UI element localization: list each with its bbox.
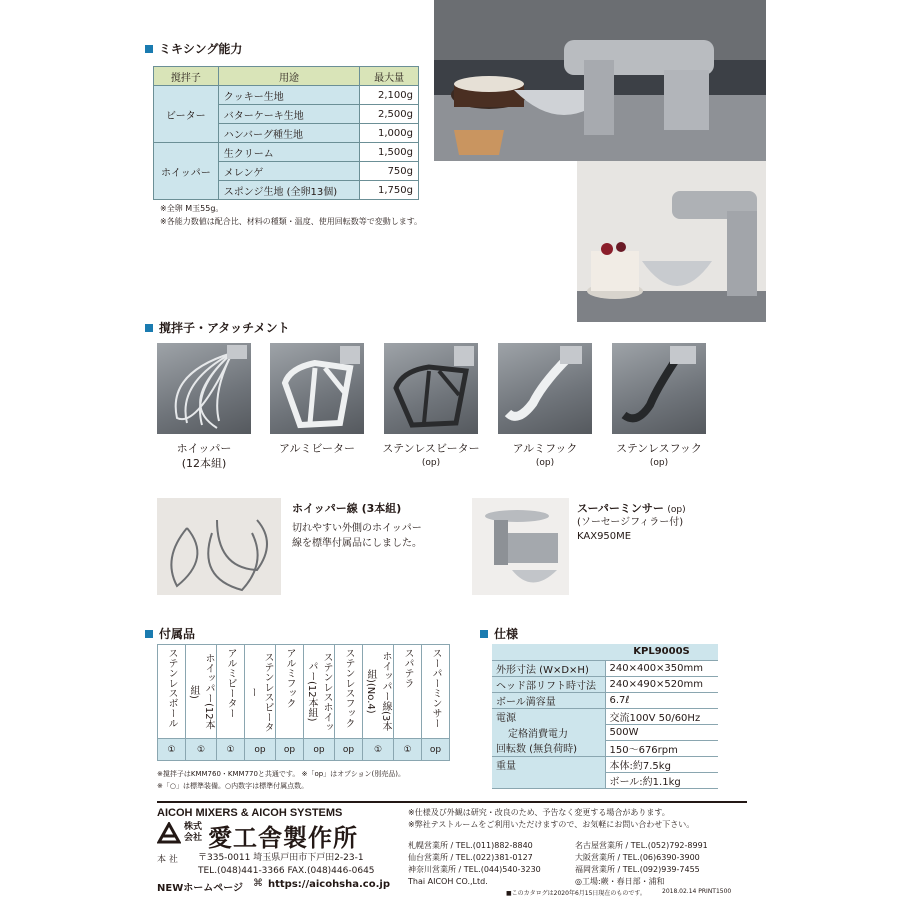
mixer-photo-2 [577,161,766,322]
spec-value: ボール:約1.1kg [605,772,718,788]
hq-address: 〒335-0011 埼玉県戸田市下戸田2-23-1 TEL.(048)441-3366 FAX.(048)446-0645 [198,853,375,876]
accessory-mark: op [335,739,363,761]
accessory-mark: op [304,739,335,761]
group-whisk: ホイッパー [154,143,219,200]
notice-text: ※仕様及び外観は研究・改良のため、予告なく変更する場合があります。 ※弊社テストルームをご利用いただけますので、お気軽にお問い合わせ下さい。 [408,808,695,829]
max-cell: 2,500g [360,105,419,124]
section-marker-icon [480,630,488,638]
mixing-notes: ※全卵 M玉55g。 ※各能力数値は配合比、材料の種類・温度、使用回転数等で変動します。 [160,204,423,226]
accessories-table [157,644,450,761]
header-max: 最大量 [360,67,419,86]
web-link-icon: ⌘ [253,878,263,889]
spec-table [492,644,718,789]
attachment-label-alu-hook: アルミフック (op) [512,442,578,468]
max-cell: 1,750g [360,181,419,200]
spec-value: 150〜676rpm [605,740,718,756]
accessory-mark: ① [217,739,245,761]
spec-key [492,772,605,788]
spec-key: ボール満容量 [492,692,605,708]
max-cell: 1,500g [360,143,419,162]
max-cell: 1,000g [360,124,419,143]
accessory-col-label: アルミビーター [217,645,245,739]
whisk-wire-photo [157,498,281,595]
whisk-wire-desc: 切れやすい外側のホイッパー 線を標準付属品にしました。 [292,523,422,549]
accessory-col-label: ステンレスフック [335,645,363,739]
group-beater: ビーター [154,86,219,143]
max-cell: 2,100g [360,86,419,105]
spec-key: 回転数 (無負荷時) [492,740,605,756]
accessory-col-label: ステンレスボール [158,645,186,739]
mixing-section-title: ミキシング能力 [145,40,242,57]
max-cell: 750g [360,162,419,181]
spec-value: 500W [605,724,718,740]
section-marker-icon [145,45,153,53]
alu-beater-photo [270,343,364,434]
spec-value: 6.7ℓ [605,692,718,708]
accessories-notes: ※撹拌子はKMM760・KMM770と共通です。 ※「op」はオプション(別売品)。 ※「○」は標準装備。○内数字は標準付属点数。 [157,770,406,790]
spec-value: 240×490×520mm [605,676,718,692]
header-agitator: 撹拌子 [154,67,219,86]
hq-label: 本 社 [157,855,178,865]
company-type: 株式 会社 [184,822,203,843]
use-cell: クッキー生地 [218,86,360,105]
accessory-mark: ① [363,739,394,761]
spec-value: 交流100V 50/60Hz [605,708,718,724]
mixer-photo-2-image [577,161,766,322]
whisk-wire-title: ホイッパー線 (3本組) [292,502,402,515]
catalog-code: 2018.02.14 PRINT1500 [662,888,732,895]
footer-divider [157,801,747,803]
spec-key: 重量 [492,756,605,772]
attachment-label-steel-hook: ステンレスフック (op) [616,442,702,468]
stainless-hook-icon [612,343,706,434]
accessory-col-label: ステンレスビーター [245,645,276,739]
web-label: NEWホームページ [157,883,244,894]
spec-key: 定格消費電力 [492,724,605,740]
mixer-photo-1 [434,0,766,161]
spec-key: 電源 [492,708,605,724]
attachment-label-whisk: ホイッパー (12本組) [176,442,232,470]
accessory-mark: ① [394,739,422,761]
use-cell: メレンゲ [218,162,360,181]
steel-hook-photo [612,343,706,434]
stainless-beater-icon [384,343,478,434]
attachments-section-title: 撹拌子・アタッチメント [145,319,290,336]
accessory-col-label: アルミフック [276,645,304,739]
use-cell: ハンバーグ種生地 [218,124,360,143]
use-cell: スポンジ生地 (全卵13個) [218,181,360,200]
offices-right: 名古屋営業所 / TEL.(052)792-8991 大阪営業所 / TEL.(06)6390-3900 福岡営業所 / TEL.(092)939-7455 ◎工場:蕨・春日部・浦和 [575,841,708,886]
offices-left: 札幌営業所 / TEL.(011)882-8840 仙台営業所 / TEL.(022)381-0127 神奈川営業所 / TEL.(044)540-3230 Thai AICOH CO.,Ltd. [408,841,541,886]
header-use: 用途 [218,67,360,86]
alu-hook-photo [498,343,592,434]
accessory-mark: ① [186,739,217,761]
web-url-link[interactable]: https://aicohsha.co.jp [268,879,390,890]
accessory-col-label: ステンレスホイッパー(12本組) [304,645,335,739]
whisk-wire-icon [157,498,281,595]
company-brand: AICOH MIXERS & AICOH SYSTEMS [157,807,343,819]
spec-value: 本体:約7.5kg [605,756,718,772]
catalog-note: ■このカタログは2020年6月15日現在のものです。 [506,890,646,897]
accessory-mark: op [422,739,450,761]
accessory-mark: op [245,739,276,761]
company-logo [157,822,181,844]
spec-header-blank [492,644,605,660]
spec-section-title: 仕様 [480,625,518,642]
mixing-capacity-table [153,66,419,200]
accessory-col-label: ホイッパー(12本組) [186,645,217,739]
accessory-col-label: スーパーミンサー [422,645,450,739]
whisk-icon [157,343,251,434]
mincer-photo [472,498,569,595]
mincer-title: スーパーミンサー (op) [577,502,686,515]
company-name: 愛工舎製作所 [208,823,358,852]
use-cell: 生クリーム [218,143,360,162]
attachment-label-alu-beater: アルミビーター [278,442,356,455]
mixer-photo-1-image [434,0,766,161]
aluminium-hook-icon [498,343,592,434]
accessories-section-title: 付属品 [145,625,195,642]
spec-key: ヘッド部リフト時寸法 [492,676,605,692]
spec-value: 240×400×350mm [605,660,718,676]
steel-beater-photo [384,343,478,434]
aluminium-beater-icon [270,343,364,434]
attachment-label-steel-beater: ステンレスビーター (op) [382,442,480,468]
accessory-mark: ① [158,739,186,761]
accessory-mark: op [276,739,304,761]
spec-model: KPL9000S [605,644,718,660]
section-marker-icon [145,630,153,638]
mincer-icon [472,498,569,595]
whisk-photo [157,343,251,434]
aicoh-logo-icon [157,822,181,844]
spec-key: 外形寸法 (W×D×H) [492,660,605,676]
accessory-col-label: スパテラ [394,645,422,739]
accessory-col-label: ホイッパー線(3本組)(No.4) [363,645,394,739]
section-marker-icon [145,324,153,332]
use-cell: バターケーキ生地 [218,105,360,124]
mincer-desc: (ソーセージフィラー付) KAX950ME [577,517,684,542]
